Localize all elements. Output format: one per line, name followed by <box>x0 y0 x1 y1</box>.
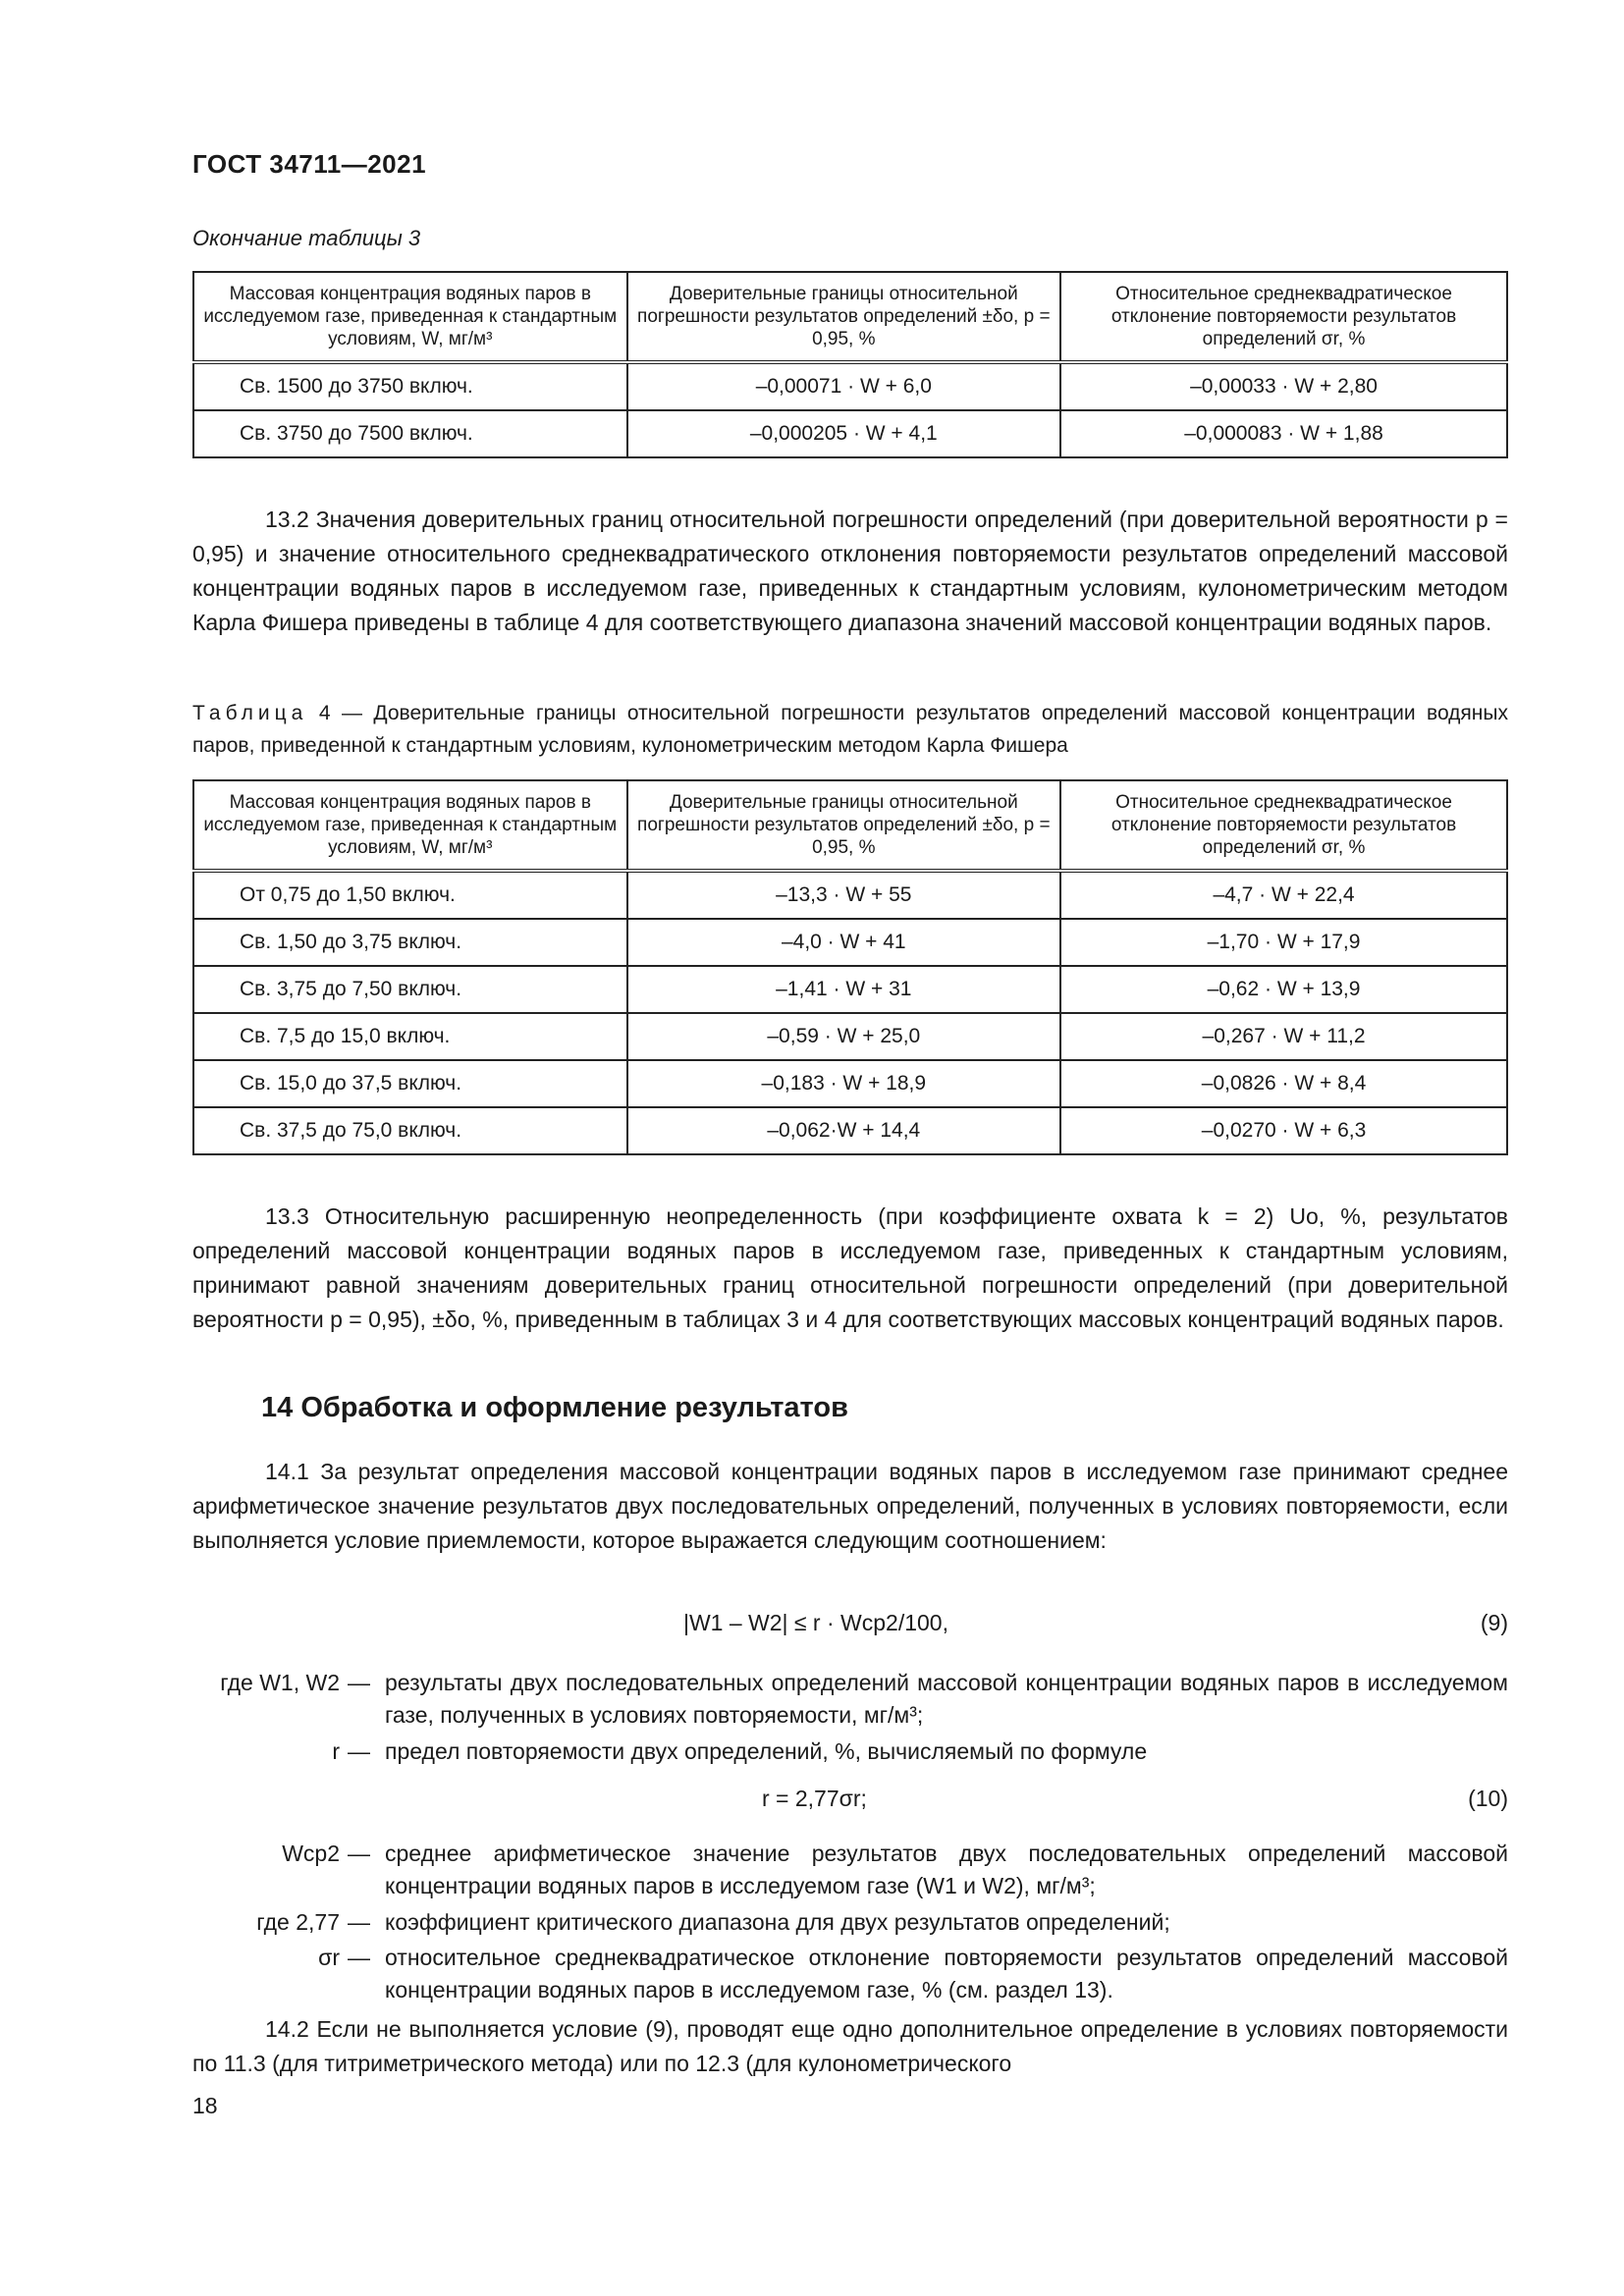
table-cell: Св. 37,5 до 75,0 включ. <box>193 1107 627 1154</box>
table-row <box>193 1013 1507 1060</box>
table-row <box>193 1107 1507 1154</box>
table-header-row <box>193 780 1507 871</box>
table3-caption: Окончание таблицы 3 <box>192 226 421 250</box>
paragraph-13-2: 13.2 Значения доверительных границ относительной погрешности определений (при доверительной вероятности p = 0,95) и значение относительного среднеквадратического отклонения повторяемости результатов определений массовой концентрации водяных паров в исследуемом газе, приведенных к стандартным условиям, кулонометрическим методом Карла Фишера приведены в таблице 4 для соответствующего диапазона значений массовой концентрации водяных паров. <box>192 507 1508 635</box>
definition-term: σr <box>318 1945 340 1970</box>
table-cell: От 0,75 до 1,50 включ. <box>193 871 627 919</box>
definition-term: r <box>332 1738 340 1764</box>
definition-text: относительное среднеквадратическое отклонение повторяемости результатов определений массовой концентрации водяных паров в исследуемом газе, % (см. раздел 13). <box>385 1945 1508 2002</box>
definition-term: где W1, W2 <box>220 1670 340 1695</box>
paragraph-13-3: 13.3 Относительную расширенную неопределенность (при коэффициенте охвата k = 2) Uо, %, результатов определений массовой концентрации водяных паров в исследуемом газе, приведенных к стандартным условиям, принимают равной значениям доверительных границ относительной погрешности определений (при доверительной вероятности p = 0,95), ±δо, %, приведенным в таблицах 3 и 4 для соответствующих массовых концентраций водяных паров. <box>192 1203 1508 1332</box>
table-cell: –13,3 · W + 55 <box>627 871 1061 919</box>
table-row <box>193 871 1507 919</box>
table-cell: –0,0826 · W + 8,4 <box>1060 1060 1507 1107</box>
table-cell: –0,00033 · W + 2,80 <box>1060 362 1507 410</box>
definition-term: где 2,77 <box>256 1909 340 1935</box>
definition-dash: — <box>348 1945 370 1970</box>
table-cell: –0,000083 · W + 1,88 <box>1060 410 1507 457</box>
definition-text: предел повторяемости двух определений, %, вычисляемый по формуле <box>385 1738 1148 1764</box>
table-4 <box>192 779 1508 1155</box>
col-header-deviation: Относительное среднеквадратическое отклонение повторяемости результатов определений σr, % <box>1060 272 1507 362</box>
table4-caption-text: 4 — Доверительные границы относительной погрешности результатов определений массовой концентрации водяных паров, приведенной к стандартным условиям, кулонометрическим методом Карла Фишера <box>192 702 1508 757</box>
table-row <box>193 362 1507 410</box>
page-number: 18 <box>192 2093 218 2118</box>
table-row <box>193 1060 1507 1107</box>
table-cell: Св. 15,0 до 37,5 включ. <box>193 1060 627 1107</box>
document-header: ГОСТ 34711—2021 <box>192 149 427 179</box>
table-cell: –0,183 · W + 18,9 <box>627 1060 1061 1107</box>
formula-9-expression: |W1 – W2| ≤ r · Wср2/100, <box>683 1610 948 1635</box>
table-cell: –0,000205 · W + 4,1 <box>627 410 1061 457</box>
definition-dash: — <box>348 1670 370 1695</box>
formula-10-number: (10) <box>1468 1786 1508 1811</box>
table-cell: Св. 3,75 до 7,50 включ. <box>193 966 627 1013</box>
table-cell: –0,0270 · W + 6,3 <box>1060 1107 1507 1154</box>
formula-9-number: (9) <box>1480 1610 1508 1635</box>
table-cell: –4,7 · W + 22,4 <box>1060 871 1507 919</box>
col-header-concentration: Массовая концентрация водяных паров в исследуемом газе, приведенная к стандартным условиям, W, мг/м³ <box>193 272 627 362</box>
col-header-concentration: Массовая концентрация водяных паров в исследуемом газе, приведенная к стандартным условиям, W, мг/м³ <box>193 780 627 871</box>
table-cell: –4,0 · W + 41 <box>627 919 1061 966</box>
table-cell: –1,41 · W + 31 <box>627 966 1061 1013</box>
formula-10-expression: r = 2,77σr; <box>762 1786 867 1811</box>
definition-dash: — <box>348 1738 370 1764</box>
definition-dash: — <box>348 1841 370 1866</box>
table-cell: –0,062·W + 14,4 <box>627 1107 1061 1154</box>
col-header-deviation: Относительное среднеквадратическое отклонение повторяемости результатов определений σr, % <box>1060 780 1507 871</box>
table-row <box>193 966 1507 1013</box>
col-header-confidence: Доверительные границы относительной погрешности результатов определений ±δо, p = 0,95, % <box>627 272 1061 362</box>
definition-text: коэффициент критического диапазона для двух результатов определений; <box>385 1909 1170 1935</box>
table-header-row <box>193 272 1507 362</box>
table-cell: Св. 1,50 до 3,75 включ. <box>193 919 627 966</box>
table-cell: –0,00071 · W + 6,0 <box>627 362 1061 410</box>
table-cell: –0,62 · W + 13,9 <box>1060 966 1507 1013</box>
paragraph-14-2: 14.2 Если не выполняется условие (9), проводят еще одно дополнительное определение в условиях повторяемости по 11.3 (для титриметрического метода) или по 12.3 (для кулонометрического <box>192 2016 1508 2076</box>
table-row <box>193 410 1507 457</box>
table-3 <box>192 271 1508 458</box>
table-cell: Св. 3750 до 7500 включ. <box>193 410 627 457</box>
definition-term: Wср2 <box>282 1841 340 1866</box>
table-cell: –1,70 · W + 17,9 <box>1060 919 1507 966</box>
table-row <box>193 919 1507 966</box>
section-14-heading: 14 Обработка и оформление результатов <box>261 1392 848 1423</box>
col-header-confidence: Доверительные границы относительной погрешности результатов определений ±δо, p = 0,95, % <box>627 780 1061 871</box>
definition-text: среднее арифметическое значение результатов двух последовательных определений массовой концентрации водяных паров в исследуемом газе (W1 и W2), мг/м³; <box>385 1841 1508 1898</box>
table-cell: Св. 7,5 до 15,0 включ. <box>193 1013 627 1060</box>
definition-text: результаты двух последовательных определений массовой концентрации водяных паров в исследуемом газе, полученных в условиях повторяемости, мг/м³; <box>385 1670 1508 1728</box>
paragraph-14-1: 14.1 За результат определения массовой концентрации водяных паров в исследуемом газе принимают среднее арифметическое значение результатов двух последовательных определений, полученных в условиях повторяемости, если выполняется условие приемлемости, которое выражается следующим соотношением: <box>192 1459 1508 1553</box>
table-cell: –0,267 · W + 11,2 <box>1060 1013 1507 1060</box>
table-cell: –0,59 · W + 25,0 <box>627 1013 1061 1060</box>
table-cell: Св. 1500 до 3750 включ. <box>193 362 627 410</box>
definition-dash: — <box>348 1909 370 1935</box>
table4-label: Таблица <box>192 702 308 724</box>
table4-caption <box>192 697 1508 762</box>
